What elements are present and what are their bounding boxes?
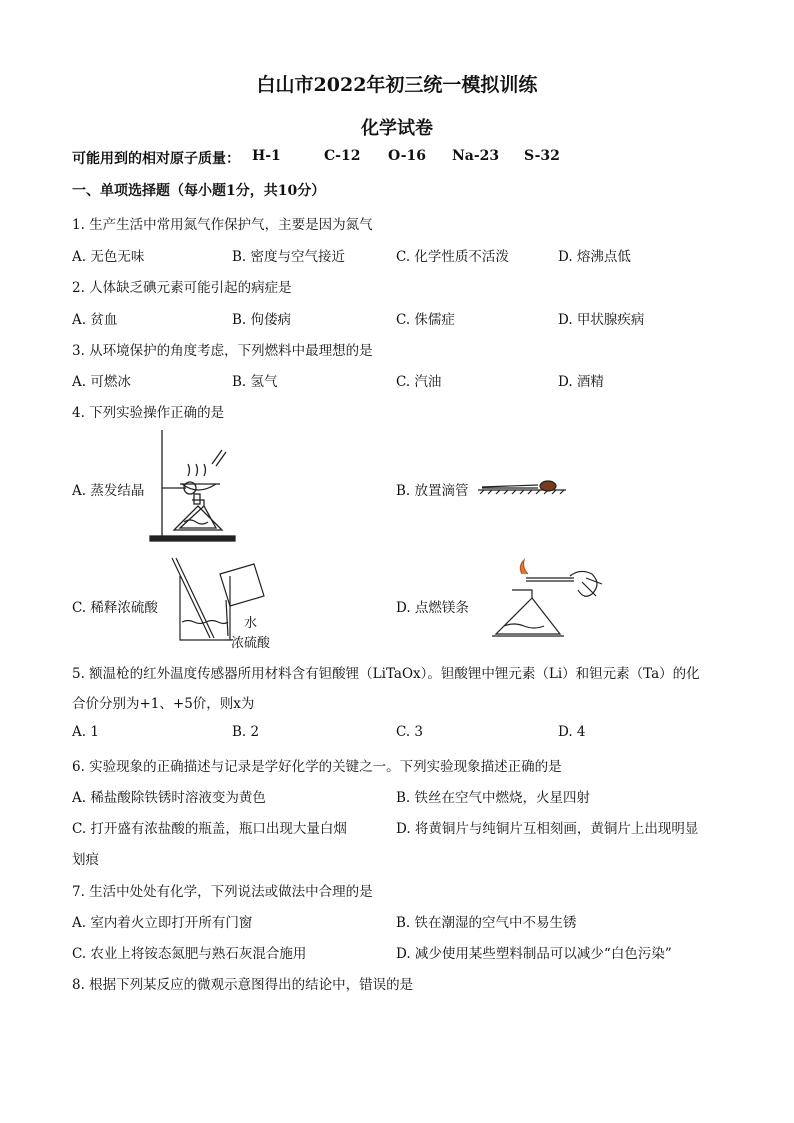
question-stem: 7. 生活中处处有化学，下列说法或做法中合理的是 [72, 884, 373, 900]
option-d: D. 点燃镁条 [396, 600, 469, 616]
question-stem: 4. 下列实验操作正确的是 [72, 405, 225, 421]
evaporation-apparatus-figure [150, 428, 240, 544]
atomic-masses-label: 可能用到的相对原子质量： [72, 151, 240, 167]
option-d: D. 酒精 [558, 374, 604, 390]
option-d: D. 熔沸点低 [558, 249, 631, 265]
option-b: B. 铁丝在空气中燃烧，火星四射 [396, 790, 591, 806]
option-c: C. 侏儒症 [396, 312, 455, 328]
mass-h: H-1 [252, 148, 281, 164]
option-a: A. 无色无味 [72, 249, 145, 265]
option-c: C. 打开盛有浓盐酸的瓶盖，瓶口出现大量白烟 [72, 821, 347, 837]
option-c: C. 化学性质不活泼 [396, 249, 509, 265]
question-stem-cont: 合价分别为+1、+5价，则x为 [72, 696, 255, 712]
option-b: B. 氢气 [232, 374, 278, 390]
option-b: B. 佝偻病 [232, 312, 292, 328]
question-stem: 8. 根据下列某反应的微观示意图得出的结论中，错误的是 [72, 977, 414, 993]
option-d: D. 甲状腺疾病 [558, 312, 645, 328]
option-b: B. 2 [232, 724, 260, 740]
option-a: A. 室内着火立即打开所有门窗 [72, 915, 253, 931]
question-stem: 3. 从环境保护的角度考虑，下列燃料中最理想的是 [72, 343, 373, 359]
option-d: D. 4 [558, 724, 586, 740]
mass-na: Na-23 [452, 148, 500, 164]
option-c: C. 稀释浓硫酸 [72, 600, 158, 616]
option-a: A. 1 [72, 724, 99, 740]
question-stem: 5. 额温枪的红外温度传感器所用材料含有钽酸锂（LiTaOx）。钽酸锂中锂元素（Li）和钽元素（Ta）的化 [72, 666, 700, 682]
burning-magnesium-figure [482, 560, 612, 640]
option-continuation: 划痕 [72, 852, 99, 868]
option-c: C. 汽油 [396, 374, 442, 390]
water-label: 水 [244, 616, 258, 631]
option-b: B. 铁在潮湿的空气中不易生锈 [396, 915, 577, 931]
dropper-on-table-figure [476, 476, 568, 496]
mass-o: O-16 [388, 148, 427, 164]
page-subtitle: 化学试卷 [361, 118, 433, 139]
mass-c: C-12 [324, 148, 361, 164]
option-d: D. 将黄铜片与纯铜片互相刻画，黄铜片上出现明显 [396, 821, 699, 837]
option-a: A. 可燃冰 [72, 374, 131, 390]
option-a: A. 稀盐酸除铁锈时溶液变为黄色 [72, 790, 266, 806]
section-heading: 一、单项选择题（每小题1分，共10分） [72, 183, 326, 199]
option-b: B. 放置滴管 [396, 483, 469, 499]
question-stem: 6. 实验现象的正确描述与记录是学好化学的关键之一。下列实验现象描述正确的是 [72, 759, 562, 775]
option-d: D. 减少使用某些塑料制品可以减少“白色污染” [396, 946, 672, 962]
option-a: A. 蒸发结晶 [72, 483, 145, 499]
option-c: C. 3 [396, 724, 424, 740]
question-stem: 1. 生产生活中常用氮气作保护气，主要是因为氮气 [72, 217, 373, 233]
question-stem: 2. 人体缺乏碘元素可能引起的病症是 [72, 280, 292, 296]
option-a: A. 贫血 [72, 312, 118, 328]
mass-s: S-32 [524, 148, 560, 164]
conc-acid-label: 浓硫酸 [231, 636, 271, 651]
option-b: B. 密度与空气接近 [232, 249, 346, 265]
page-title: 白山市2022年初三统一模拟训练 [256, 74, 538, 96]
option-c: C. 农业上将铵态氮肥与熟石灰混合施用 [72, 946, 307, 962]
